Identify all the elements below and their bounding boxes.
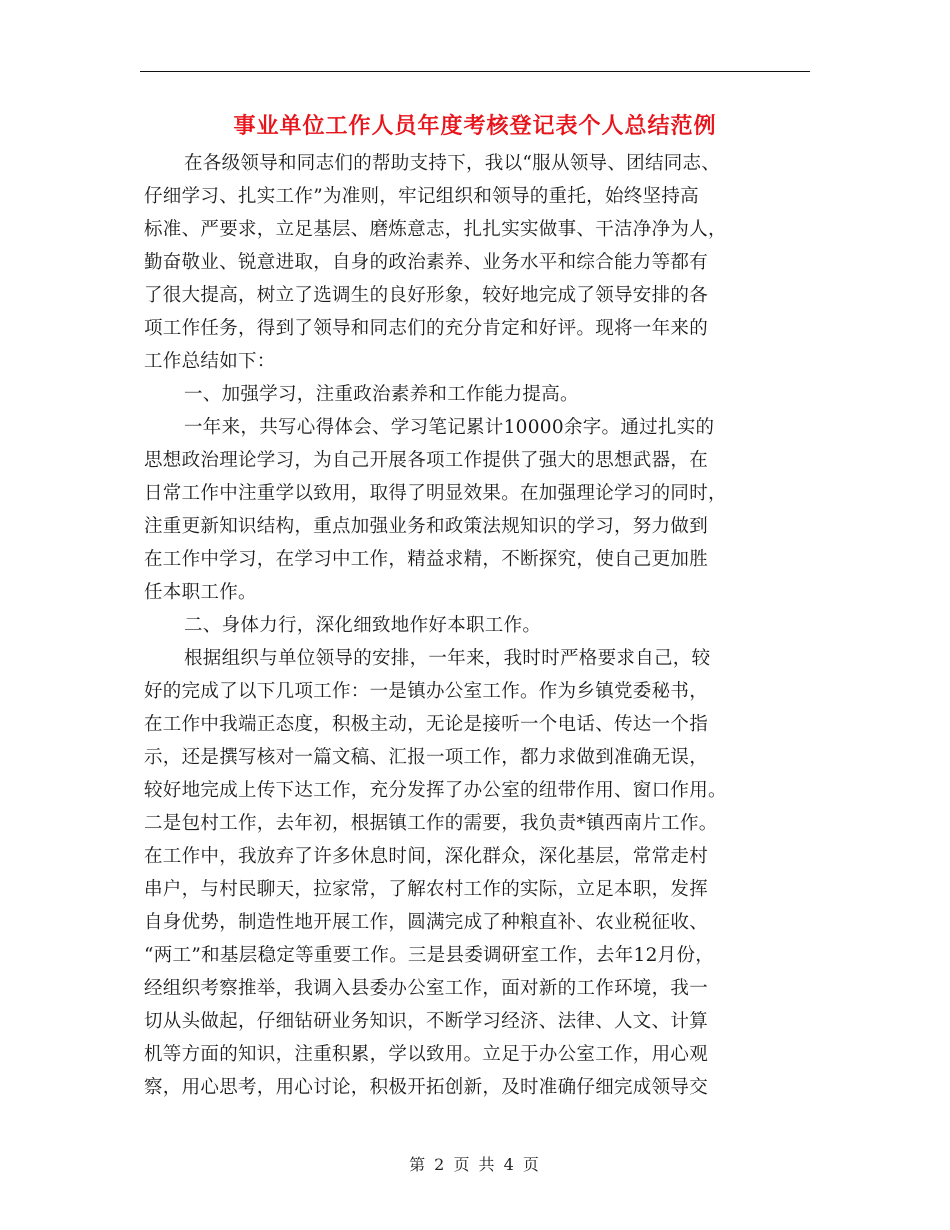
text-line: 在各级领导和同志们的帮助支持下，我以“服从领导、团结同志、 [184,153,721,174]
page-number: 第 2 页 共 4 页 [409,1155,541,1174]
text-line: 任本职工作。 [144,582,257,603]
text-line: 二是包村工作，去年初，根据镇工作的需要，我负责*镇西南片工作。 [144,813,718,834]
text-line: 一年来，共写心得体会、学习笔记累计10000余字。通过扎实的 [184,417,715,438]
text-line: 了很大提高，树立了选调生的良好形象，较好地完成了领导安排的各 [144,285,709,306]
text-line: 好的完成了以下几项工作：一是镇办公室工作。作为乡镇党委秘书， [144,681,709,702]
text-line: 仔细学习、扎实工作”为准则，牢记组织和领导的重托，始终坚持高 [144,186,699,207]
text-line: 标准、严要求，立足基层、磨炼意志，扎扎实实做事、干洁净净为人， [144,219,727,240]
text-line: “两工”和基层稳定等重要工作。三是县委调研室工作，去年12月份， [144,945,715,966]
text-line: 在工作中学习，在学习中工作，精益求精，不断探究，使自己更加胜 [144,549,709,570]
text-line: 根据组织与单位领导的安排，一年来，我时时严格要求自己，较 [184,648,711,669]
text-line: 勤奋敬业、锐意进取，自身的政治素养、业务水平和综合能力等都有 [144,252,709,273]
text-line: 察，用心思考，用心讨论，积极开拓创新，及时准确仔细完成领导交 [144,1077,709,1098]
document-title: 事业单位工作人员年度考核登记表个人总结范例 [233,114,717,139]
text-line: 工作总结如下： [144,351,276,372]
text-line: 机等方面的知识，注重积累，学以致用。立足于办公室工作，用心观 [144,1044,709,1065]
text-line: 自身优势，制造性地开展工作，圆满完成了种粮直补、农业税征收、 [144,912,709,933]
text-line: 较好地完成上传下达工作，充分发挥了办公室的纽带作用、窗口作用。 [144,780,727,801]
text-line: 思想政治理论学习，为自己开展各项工作提供了强大的思想武器，在 [144,450,709,471]
header-rule [140,71,810,72]
text-line: 切从头做起，仔细钻研业务知识，不断学习经济、法律、人文、计算 [144,1011,709,1032]
text-line: 注重更新知识结构，重点加强业务和政策法规知识的学习，努力做到 [144,516,709,537]
text-line: 串户，与村民聊天，拉家常，了解农村工作的实际，立足本职，发挥 [144,879,709,900]
text-line: 在工作中我端正态度，积极主动，无论是接听一个电话、传达一个指 [144,714,709,735]
text-line: 在工作中，我放弃了许多休息时间，深化群众，深化基层，常常走村 [144,846,709,867]
document-body [144,147,812,1104]
text-line: 示，还是撰写核对一篇文稿、汇报一项工作，都力求做到准确无误， [144,747,709,768]
text-line: 项工作任务，得到了领导和同志们的充分肯定和好评。现将一年来的 [144,318,709,339]
text-line: 经组织考察推举，我调入县委办公室工作，面对新的工作环境，我一 [144,978,709,999]
text-line: 一、加强学习，注重政治素养和工作能力提高。 [184,384,579,405]
text-line: 二、身体力行，深化细致地作好本职工作。 [184,615,542,636]
text-line: 日常工作中注重学以致用，取得了明显效果。在加强理论学习的同时， [144,483,727,504]
